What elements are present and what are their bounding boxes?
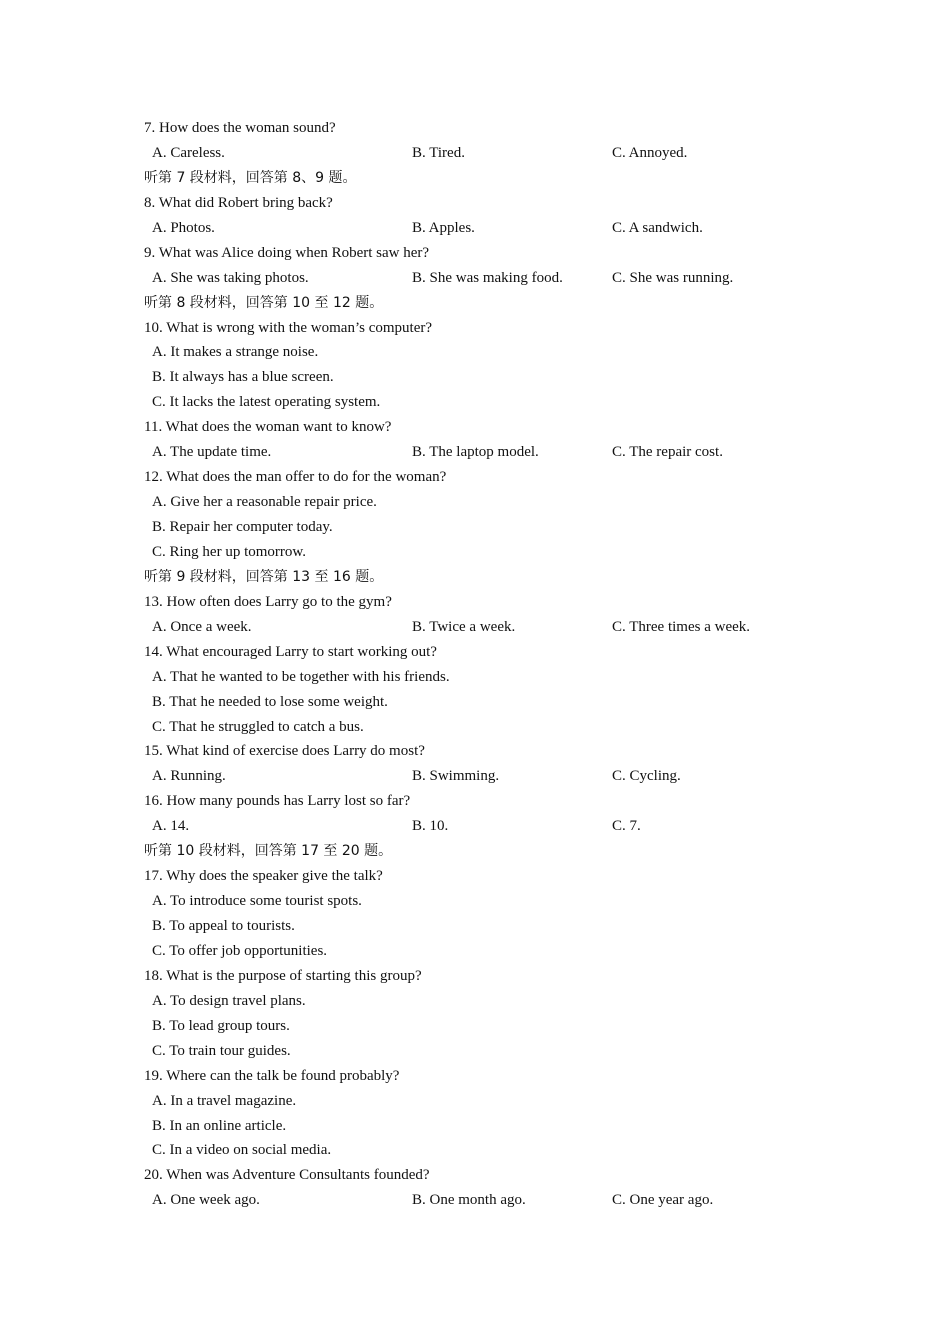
option-line: A. To introduce some tourist spots. — [152, 893, 362, 910]
option-a: A. One week ago. — [152, 1192, 260, 1209]
option-line: B. It always has a blue screen. — [152, 369, 334, 386]
option-a: A. Once a week. — [152, 618, 252, 635]
option-row — [144, 615, 864, 640]
option-row — [144, 764, 864, 789]
option-line: B. To lead group tours. — [152, 1017, 290, 1034]
option-a: A. Careless. — [152, 144, 225, 161]
option-c: C. Three times a week. — [612, 618, 751, 635]
option-row — [144, 1188, 864, 1213]
option-line: C. To offer job opportunities. — [152, 942, 328, 959]
option-b: B. Apples. — [412, 219, 475, 236]
section-instruction: 听第 8 段材料，回答第 10 至 12 题。 — [144, 294, 384, 311]
section-instruction: 听第 10 段材料，回答第 17 至 20 题。 — [144, 843, 393, 860]
option-line: A. It makes a strange noise. — [152, 344, 319, 361]
question-text: 12. What does the man offer to do for the woman? — [144, 469, 447, 486]
question-text: 20. When was Adventure Consultants founded? — [144, 1167, 430, 1184]
option-line: C. In a video on social media. — [152, 1142, 332, 1159]
option-line: C. To train tour guides. — [152, 1042, 291, 1059]
option-b: B. Tired. — [412, 144, 465, 161]
question-text: 11. What does the woman want to know? — [144, 419, 392, 436]
option-line: C. That he struggled to catch a bus. — [152, 718, 364, 735]
option-line: C. Ring her up tomorrow. — [152, 543, 307, 560]
option-row — [144, 814, 864, 839]
option-c: C. Cycling. — [612, 768, 681, 785]
option-line: C. It lacks the latest operating system. — [152, 394, 381, 411]
question-text: 14. What encouraged Larry to start working out? — [144, 643, 437, 660]
option-row — [144, 141, 864, 166]
option-row — [144, 440, 864, 465]
option-c: C. Annoyed. — [612, 144, 688, 161]
option-line: A. In a travel magazine. — [152, 1092, 297, 1109]
option-c: C. She was running. — [612, 269, 734, 286]
option-a: A. Running. — [152, 768, 226, 785]
option-c: C. The repair cost. — [612, 444, 723, 461]
option-a: A. 14. — [152, 818, 190, 835]
question-text: 8. What did Robert bring back? — [144, 194, 333, 211]
option-b: B. The laptop model. — [412, 444, 539, 461]
option-line: B. That he needed to lose some weight. — [152, 693, 388, 710]
question-text: 19. Where can the talk be found probably? — [144, 1067, 400, 1084]
option-c: C. One year ago. — [612, 1192, 714, 1209]
question-text: 9. What was Alice doing when Robert saw her? — [144, 244, 430, 261]
option-a: A. She was taking photos. — [152, 269, 309, 286]
question-text: 10. What is wrong with the woman’s computer? — [144, 319, 433, 336]
question-text: 17. Why does the speaker give the talk? — [144, 868, 383, 885]
option-a: A. The update time. — [152, 444, 272, 461]
option-a: A. Photos. — [152, 219, 215, 236]
question-text: 16. How many pounds has Larry lost so far? — [144, 793, 411, 810]
option-line: B. In an online article. — [152, 1117, 287, 1134]
option-line: B. To appeal to tourists. — [152, 918, 295, 934]
option-row — [144, 266, 864, 291]
section-instruction: 听第 9 段材料，回答第 13 至 16 题。 — [144, 568, 384, 585]
question-text: 15. What kind of exercise does Larry do most? — [144, 743, 425, 760]
section-instruction: 听第 7 段材料，回答第 8、9 题。 — [144, 169, 357, 186]
option-c: C. A sandwich. — [612, 219, 703, 236]
option-b: B. She was making food. — [412, 269, 563, 286]
option-line: A. That he wanted to be together with his friends. — [152, 668, 450, 685]
option-b: B. One month ago. — [412, 1192, 526, 1209]
question-list — [144, 116, 864, 1213]
option-c: C. 7. — [612, 818, 641, 835]
option-line: A. Give her a reasonable repair price. — [152, 494, 377, 511]
option-b: B. 10. — [412, 818, 449, 835]
option-row — [144, 216, 864, 241]
question-text: 18. What is the purpose of starting this group? — [144, 967, 422, 984]
option-line: A. To design travel plans. — [152, 992, 306, 1009]
question-text: 7. How does the woman sound? — [144, 120, 336, 136]
option-b: B. Swimming. — [412, 768, 500, 785]
question-text: 13. How often does Larry go to the gym? — [144, 593, 392, 610]
option-b: B. Twice a week. — [412, 618, 516, 635]
option-line: B. Repair her computer today. — [152, 519, 333, 535]
